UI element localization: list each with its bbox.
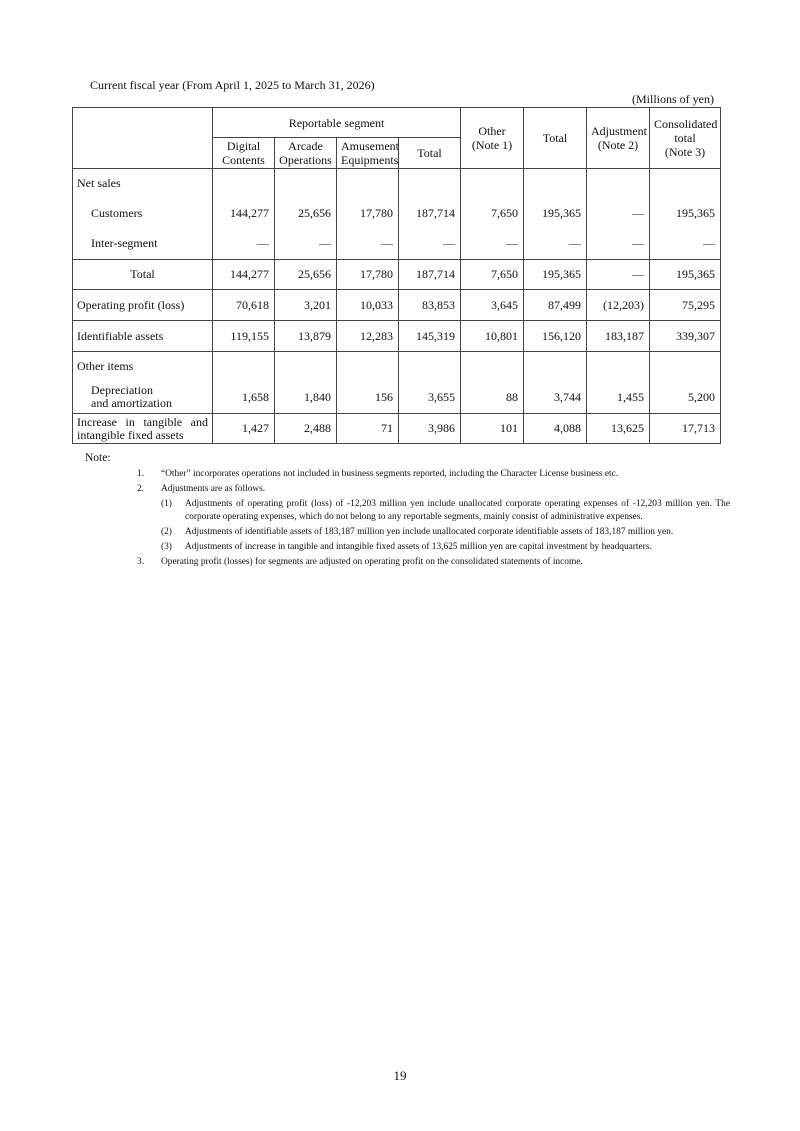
row-label: Other items	[73, 352, 213, 382]
cell-value: 7,650	[461, 260, 524, 290]
note-number: 2.	[137, 484, 145, 494]
row-label: Customers	[73, 199, 213, 229]
row-label: Total	[73, 260, 213, 290]
row-identifiable-assets	[73, 321, 721, 352]
note-number: 3.	[137, 557, 145, 567]
note-subitem	[85, 526, 730, 539]
cell-value: 3,645	[461, 290, 524, 321]
cell-value: 17,780	[337, 260, 399, 290]
row-operating-profit	[73, 290, 721, 321]
note-subitem	[85, 541, 730, 554]
notes-title: Note:	[85, 452, 111, 464]
row-inter-segment	[73, 229, 721, 260]
cell-value: 144,277	[213, 199, 275, 229]
row-label: Identifiable assets	[73, 321, 213, 352]
cell-value: 13,879	[275, 321, 337, 352]
cell-value: 10,033	[337, 290, 399, 321]
cell-value: 195,365	[650, 260, 721, 290]
row-customers	[73, 199, 721, 229]
cell-value: 119,155	[213, 321, 275, 352]
cell-value: ―	[337, 229, 399, 260]
cell-value: 187,714	[399, 260, 461, 290]
row-label: Depreciation and amortization	[73, 382, 213, 414]
cell-value: 1,427	[213, 414, 275, 444]
note-number: 1.	[137, 469, 145, 479]
cell-value: ―	[399, 229, 461, 260]
cell-value: 3,986	[399, 414, 461, 444]
note-subitem	[85, 498, 730, 524]
note-subnumber: (3)	[161, 542, 172, 552]
cell-value: 4,088	[524, 414, 587, 444]
header-consolidated: Consolidated total (Note 3)	[650, 108, 721, 169]
header-total: Total	[524, 108, 587, 169]
cell-value: 88	[461, 382, 524, 414]
cell-value: ―	[587, 260, 650, 290]
header-row-1	[73, 108, 721, 138]
header-segment-total: Total	[399, 138, 461, 169]
note-subnumber: (1)	[161, 499, 172, 509]
header-blank	[73, 108, 213, 169]
row-depreciation	[73, 382, 721, 414]
cell-value: 83,853	[399, 290, 461, 321]
header-arcade-operations: Arcade Operations	[275, 138, 337, 169]
cell-value: ―	[587, 229, 650, 260]
cell-value: 339,307	[650, 321, 721, 352]
note-text: “Other” incorporates operations not included in business segments reported, including the Character License business etc.	[161, 469, 619, 479]
cell-value: 183,187	[587, 321, 650, 352]
row-other-items	[73, 352, 721, 382]
row-label: Inter-segment	[73, 229, 213, 260]
cell-value: ―	[524, 229, 587, 260]
cell-value: 101	[461, 414, 524, 444]
note-subtext: Adjustments of increase in tangible and intangible fixed assets of 13,625 million yen are capital investment by headquarters.	[185, 542, 652, 552]
cell-value: ―	[275, 229, 337, 260]
row-label: Net sales	[73, 169, 213, 199]
cell-value: 144,277	[213, 260, 275, 290]
cell-value: 87,499	[524, 290, 587, 321]
cell-value: 10,801	[461, 321, 524, 352]
cell-value: 1,658	[213, 382, 275, 414]
row-net-sales	[73, 169, 721, 199]
cell-value: 12,283	[337, 321, 399, 352]
cell-value: 70,618	[213, 290, 275, 321]
note-item	[85, 468, 730, 481]
segment-table	[72, 107, 721, 444]
cell-value: 195,365	[650, 199, 721, 229]
cell-value: ―	[650, 229, 721, 260]
cell-value: 1,840	[275, 382, 337, 414]
cell-value: 25,656	[275, 199, 337, 229]
cell-value: 3,744	[524, 382, 587, 414]
cell-value: 25,656	[275, 260, 337, 290]
row-label: Increase in tangible and intangible fixed assets	[73, 414, 213, 444]
cell-value: 187,714	[399, 199, 461, 229]
cell-value: 2,488	[275, 414, 337, 444]
note-item	[85, 483, 730, 496]
cell-value: 13,625	[587, 414, 650, 444]
units-caption: (Millions of yen)	[632, 92, 714, 106]
cell-value: ―	[587, 199, 650, 229]
note-text: Operating profit (losses) for segments are adjusted on operating profit on the consolidated statements of income.	[161, 557, 583, 567]
notes-section	[85, 452, 730, 571]
cell-value: ―	[461, 229, 524, 260]
cell-value: 156	[337, 382, 399, 414]
header-adjustment: Adjustment (Note 2)	[587, 108, 650, 169]
page-number: 19	[393, 1068, 407, 1083]
header-digital-contents: Digital Contents	[213, 138, 275, 169]
note-text: Adjustments are as follows.	[161, 484, 266, 494]
cell-value: 195,365	[524, 260, 587, 290]
cell-value: 3,655	[399, 382, 461, 414]
row-label: Operating profit (loss)	[73, 290, 213, 321]
row-increase-fixed-assets	[73, 414, 721, 444]
note-item	[85, 556, 730, 569]
header-other: Other (Note 1)	[461, 108, 524, 169]
cell-value: 71	[337, 414, 399, 444]
cell-value: 3,201	[275, 290, 337, 321]
cell-value: 1,455	[587, 382, 650, 414]
note-subnumber: (2)	[161, 527, 172, 537]
note-subtext: Adjustments of operating profit (loss) of -12,203 million yen include unallocated corporate operating expenses of -12,203 million yen. The corporate operating expenses, which do not belong to any reportable segments, mainly consist of administrative expenses.	[185, 499, 730, 522]
row-total	[73, 260, 721, 290]
cell-value: 17,713	[650, 414, 721, 444]
header-reportable-segment: Reportable segment	[213, 108, 461, 138]
period-caption: Current fiscal year (From April 1, 2025 to March 31, 2026)	[90, 78, 375, 92]
cell-value: 145,319	[399, 321, 461, 352]
cell-value: ―	[213, 229, 275, 260]
cell-value: 195,365	[524, 199, 587, 229]
cell-value: (12,203)	[587, 290, 650, 321]
note-subtext: Adjustments of identifiable assets of 183,187 million yen include unallocated corporate identifiable assets of 183,187 million yen.	[185, 527, 674, 537]
cell-value: 156,120	[524, 321, 587, 352]
cell-value: 75,295	[650, 290, 721, 321]
cell-value: 17,780	[337, 199, 399, 229]
cell-value: 5,200	[650, 382, 721, 414]
cell-value: 7,650	[461, 199, 524, 229]
header-amusement-equipments: Amusement Equipments	[337, 138, 399, 169]
